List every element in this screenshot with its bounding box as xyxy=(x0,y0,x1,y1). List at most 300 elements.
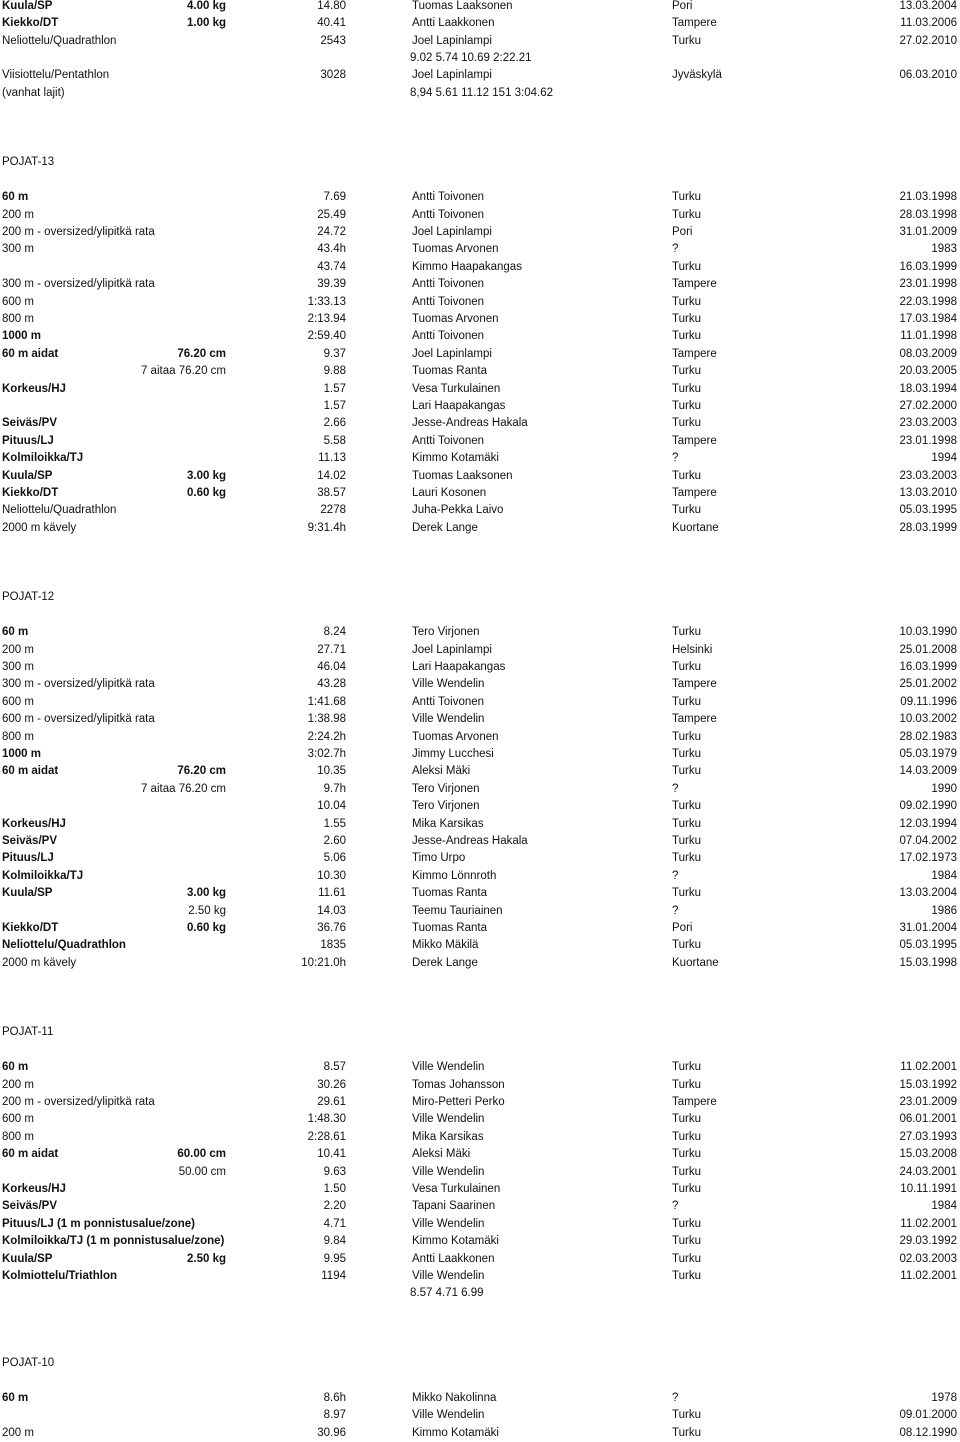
athlete-name: Antti Toivonen xyxy=(412,695,485,708)
record-date: 12.03.1994 xyxy=(899,817,957,830)
venue: Turku xyxy=(672,1426,701,1439)
record-row xyxy=(0,328,960,345)
record-row xyxy=(0,1407,960,1424)
record-date: 11.01.1998 xyxy=(900,330,957,343)
result-value: 29.61 xyxy=(317,1095,346,1108)
result-value: 10.41 xyxy=(317,1148,346,1161)
venue: Tampere xyxy=(672,278,717,291)
event-name: 60 m xyxy=(2,1061,29,1074)
record-date: 23.01.2009 xyxy=(899,1095,957,1108)
record-date: 31.01.2004 xyxy=(899,921,957,934)
split-results: 8,94 5.61 11.12 151 3:04.62 xyxy=(410,86,554,99)
event-name: Neliottelu/Quadrathlon xyxy=(2,504,117,517)
venue: Turku xyxy=(672,417,701,430)
event-name: 600 m xyxy=(2,295,34,308)
athlete-name: Antti Toivonen xyxy=(412,208,485,221)
record-date: 31.01.2009 xyxy=(899,225,957,238)
event-name: Pituus/LJ xyxy=(2,852,54,865)
result-value: 1194 xyxy=(321,1269,346,1282)
record-date: 1978 xyxy=(931,1391,957,1404)
athlete-name: Tuomas Laaksonen xyxy=(412,0,513,12)
athlete-name: Lari Haapakangas xyxy=(412,399,506,412)
result-value: 10:21.0h xyxy=(301,956,346,969)
venue: Turku xyxy=(672,1148,701,1161)
result-value: 8.57 xyxy=(323,1061,346,1074)
record-row xyxy=(0,1077,960,1094)
result-value: 7.69 xyxy=(323,191,346,204)
record-row xyxy=(0,294,960,311)
record-date: 1984 xyxy=(931,1200,957,1213)
event-spec: 2.50 kg xyxy=(187,1252,226,1265)
record-row xyxy=(0,433,960,450)
athlete-name: Vesa Turkulainen xyxy=(412,1182,501,1195)
athlete-name: Joel Lapinlampi xyxy=(412,225,492,238)
event-name: 200 m - oversized/ylipitkä rata xyxy=(2,1095,155,1108)
athlete-name: Tuomas Ranta xyxy=(412,887,487,900)
record-row xyxy=(0,520,960,537)
record-row xyxy=(0,798,960,815)
section-title-text: POJAT-10 xyxy=(2,1356,55,1369)
record-date: 27.02.2010 xyxy=(899,34,957,47)
athlete-name: Jesse-Andreas Hakala xyxy=(412,417,528,430)
record-row xyxy=(0,241,960,258)
event-spec: 60.00 cm xyxy=(177,1148,226,1161)
athlete-name: Ville Wendelin xyxy=(412,1409,485,1422)
athlete-name: Antti Toivonen xyxy=(412,191,485,204)
venue: Turku xyxy=(672,1061,701,1074)
record-date: 07.04.2002 xyxy=(899,834,957,847)
record-date: 06.01.2001 xyxy=(899,1113,957,1126)
event-name: 600 m xyxy=(2,695,34,708)
athlete-name: Mikko Nakolinna xyxy=(412,1391,497,1404)
athlete-name: Kimmo Lönnroth xyxy=(412,869,497,882)
section-title xyxy=(0,1024,960,1041)
result-value: 10.30 xyxy=(317,869,346,882)
record-date: 23.03.2003 xyxy=(899,417,957,430)
venue: Turku xyxy=(672,330,701,343)
result-value: 5.06 xyxy=(323,852,346,865)
event-name: 1000 m xyxy=(2,747,42,760)
athlete-name: Ville Wendelin xyxy=(412,1269,485,1282)
venue: Turku xyxy=(672,1409,701,1422)
venue: Kuortane xyxy=(672,956,719,969)
athlete-name: Jimmy Lucchesi xyxy=(412,747,494,760)
athlete-name: Mika Karsikas xyxy=(412,817,484,830)
event-name: 800 m xyxy=(2,312,34,325)
event-spec: 0.60 kg xyxy=(187,921,226,934)
venue: Pori xyxy=(672,921,693,934)
record-date: 17.02.1973 xyxy=(899,852,957,865)
record-date: 22.03.1998 xyxy=(899,295,957,308)
result-value: 9.84 xyxy=(323,1235,346,1248)
section-title-text: POJAT-12 xyxy=(2,591,55,604)
split-results: 8.57 4.71 6.99 xyxy=(410,1287,484,1300)
record-row xyxy=(0,381,960,398)
athlete-name: Ville Wendelin xyxy=(412,713,485,726)
record-row xyxy=(0,67,960,84)
athlete-name: Tuomas Arvonen xyxy=(412,243,499,256)
athlete-name: Antti Laakkonen xyxy=(412,17,495,30)
event-name: Seiväs/PV xyxy=(2,834,57,847)
record-date: 08.03.2009 xyxy=(899,347,957,360)
record-row xyxy=(0,1233,960,1250)
record-date: 1994 xyxy=(931,452,957,465)
result-value: 38.57 xyxy=(317,486,346,499)
record-row xyxy=(0,346,960,363)
record-date: 14.03.2009 xyxy=(899,765,957,778)
event-name: 800 m xyxy=(2,730,34,743)
record-date: 27.02.2000 xyxy=(899,399,957,412)
event-name: Kolmiloikka/TJ xyxy=(2,452,84,465)
record-date: 1983 xyxy=(931,243,957,256)
athlete-name: Kimmo Haapakangas xyxy=(412,260,522,273)
event-name: 60 m aidat xyxy=(2,765,59,778)
result-value: 9.7h xyxy=(323,782,346,795)
event-name: 200 m xyxy=(2,1426,34,1439)
record-row xyxy=(0,711,960,728)
result-value: 1.50 xyxy=(323,1182,346,1195)
event-spec: 7 aitaa 76.20 cm xyxy=(140,365,226,378)
athlete-name: Mika Karsikas xyxy=(412,1130,484,1143)
record-row xyxy=(0,468,960,485)
record-date: 05.03.1995 xyxy=(899,939,957,952)
record-row xyxy=(0,763,960,780)
result-value: 3028 xyxy=(320,69,346,82)
venue: Turku xyxy=(672,939,701,952)
event-name: 300 m - oversized/ylipitkä rata xyxy=(2,278,155,291)
record-date: 29.03.1992 xyxy=(899,1235,957,1248)
venue: Turku xyxy=(672,1252,701,1265)
record-row xyxy=(0,676,960,693)
athlete-name: Antti Toivonen xyxy=(412,278,485,291)
venue: ? xyxy=(672,1200,679,1213)
athlete-name: Tuomas Arvonen xyxy=(412,312,499,325)
venue: Turku xyxy=(672,469,701,482)
athlete-name: Derek Lange xyxy=(412,956,478,969)
athlete-name: Derek Lange xyxy=(412,521,478,534)
record-row xyxy=(0,311,960,328)
event-name: Kuula/SP xyxy=(2,887,53,900)
venue: Pori xyxy=(672,0,693,12)
athlete-name: Lauri Kosonen xyxy=(412,486,487,499)
event-name: Kiekko/DT xyxy=(2,486,59,499)
venue: Turku xyxy=(672,817,701,830)
record-date: 11.02.2001 xyxy=(900,1217,957,1230)
result-value: 2543 xyxy=(320,34,346,47)
athlete-name: Juha-Pekka Laivo xyxy=(412,504,504,517)
result-value: 30.96 xyxy=(317,1426,346,1439)
record-date: 1986 xyxy=(931,904,957,917)
record-date: 25.01.2008 xyxy=(899,643,957,656)
venue: ? xyxy=(672,869,679,882)
event-name: Kiekko/DT xyxy=(2,17,59,30)
venue: Tampere xyxy=(672,678,717,691)
result-value: 25.49 xyxy=(317,208,346,221)
event-name: 60 m xyxy=(2,191,29,204)
result-value: 24.72 xyxy=(317,225,346,238)
venue: ? xyxy=(672,904,679,917)
athlete-name: Antti Toivonen xyxy=(412,330,485,343)
event-name: Kolmiottelu/Triathlon xyxy=(2,1269,117,1282)
venue: Tampere xyxy=(672,713,717,726)
event-name: Korkeus/HJ xyxy=(2,817,66,830)
record-row xyxy=(0,502,960,519)
result-value: 4.71 xyxy=(323,1217,346,1230)
athlete-name: Aleksi Mäki xyxy=(412,765,471,778)
record-row xyxy=(0,85,960,102)
record-date: 28.03.1998 xyxy=(899,208,957,221)
event-name: Kuula/SP xyxy=(2,0,53,12)
event-name: Kolmiloikka/TJ (1 m ponnistusalue/zone) xyxy=(2,1235,225,1248)
event-name: (vanhat lajit) xyxy=(2,86,65,99)
record-row xyxy=(0,624,960,641)
athlete-name: Ville Wendelin xyxy=(412,1217,485,1230)
event-spec: 1.00 kg xyxy=(187,17,226,30)
record-row xyxy=(0,642,960,659)
record-date: 10.03.1990 xyxy=(899,626,957,639)
record-row xyxy=(0,1285,960,1302)
result-value: 9.37 xyxy=(323,347,346,360)
section-title xyxy=(0,589,960,606)
athlete-name: Tero Virjonen xyxy=(412,782,480,795)
record-date: 17.03.1984 xyxy=(899,312,957,325)
split-results: 9.02 5.74 10.69 2:22.21 xyxy=(410,51,532,64)
record-date: 28.03.1999 xyxy=(899,521,957,534)
event-name: Kuula/SP xyxy=(2,469,53,482)
record-row xyxy=(0,746,960,763)
venue: Tampere xyxy=(672,17,717,30)
event-name: 600 m xyxy=(2,1113,34,1126)
event-name: 300 m xyxy=(2,660,34,673)
record-row xyxy=(0,33,960,50)
event-name: Seiväs/PV xyxy=(2,417,57,430)
venue: Turku xyxy=(672,660,701,673)
record-date: 05.03.1979 xyxy=(899,747,957,760)
event-name: Korkeus/HJ xyxy=(2,1182,66,1195)
venue: Turku xyxy=(672,1269,701,1282)
venue: Tampere xyxy=(672,486,717,499)
event-name: 2000 m kävely xyxy=(2,956,77,969)
venue: Turku xyxy=(672,1217,701,1230)
venue: Tampere xyxy=(672,1095,717,1108)
event-name: Viisiottelu/Pentathlon xyxy=(2,69,110,82)
result-value: 30.26 xyxy=(317,1078,346,1091)
result-value: 2:24.2h xyxy=(307,730,346,743)
venue: ? xyxy=(672,243,679,256)
record-row xyxy=(0,259,960,276)
event-name: 1000 m xyxy=(2,330,42,343)
record-row xyxy=(0,885,960,902)
athlete-name: Kimmo Kotamäki xyxy=(412,452,499,465)
venue: Turku xyxy=(672,34,701,47)
result-value: 1:33.13 xyxy=(307,295,346,308)
record-row xyxy=(0,955,960,972)
athlete-name: Mikko Mäkilä xyxy=(412,939,479,952)
event-name: 300 m - oversized/ylipitkä rata xyxy=(2,678,155,691)
record-date: 09.01.2000 xyxy=(899,1409,957,1422)
record-row xyxy=(0,1146,960,1163)
venue: Turku xyxy=(672,730,701,743)
result-value: 10.35 xyxy=(317,765,346,778)
athlete-name: Lari Haapakangas xyxy=(412,660,506,673)
record-row xyxy=(0,1059,960,1076)
result-value: 14.02 xyxy=(317,469,346,482)
result-value: 1:48.30 xyxy=(307,1113,346,1126)
record-row xyxy=(0,0,960,15)
record-date: 15.03.1992 xyxy=(899,1078,957,1091)
result-value: 2.60 xyxy=(323,834,346,847)
result-value: 2.20 xyxy=(323,1200,346,1213)
event-name: Neliottelu/Quadrathlon xyxy=(2,939,126,952)
record-row xyxy=(0,694,960,711)
record-row xyxy=(0,1390,960,1407)
record-date: 13.03.2010 xyxy=(899,486,957,499)
athlete-name: Ville Wendelin xyxy=(412,1165,485,1178)
event-name: Korkeus/HJ xyxy=(2,382,66,395)
athlete-name: Tomas Johansson xyxy=(412,1078,505,1091)
result-value: 1835 xyxy=(320,939,346,952)
venue: Turku xyxy=(672,1113,701,1126)
event-name: Pituus/LJ (1 m ponnistusalue/zone) xyxy=(2,1217,195,1230)
record-row xyxy=(0,937,960,954)
athlete-name: Tapani Saarinen xyxy=(412,1200,496,1213)
event-spec: 76.20 cm xyxy=(177,347,226,360)
venue: Turku xyxy=(672,834,701,847)
record-date: 13.03.2004 xyxy=(899,0,957,12)
athlete-name: Joel Lapinlampi xyxy=(412,643,492,656)
record-date: 10.11.1991 xyxy=(900,1182,957,1195)
event-name: 60 m xyxy=(2,626,29,639)
record-row xyxy=(0,1181,960,1198)
athlete-name: Antti Laakkonen xyxy=(412,1252,495,1265)
event-name: Kuula/SP xyxy=(2,1252,53,1265)
record-row xyxy=(0,729,960,746)
result-value: 43.28 xyxy=(317,678,346,691)
record-row xyxy=(0,833,960,850)
record-row xyxy=(0,1111,960,1128)
venue: Turku xyxy=(672,626,701,639)
event-spec: 7 aitaa 76.20 cm xyxy=(140,782,226,795)
venue: Tampere xyxy=(672,347,717,360)
record-date: 09.11.1996 xyxy=(900,695,957,708)
record-date: 1990 xyxy=(931,782,957,795)
athlete-name: Ville Wendelin xyxy=(412,1061,485,1074)
record-row xyxy=(0,398,960,415)
athlete-name: Antti Toivonen xyxy=(412,434,485,447)
record-date: 05.03.1995 xyxy=(899,504,957,517)
venue: Turku xyxy=(672,295,701,308)
venue: Turku xyxy=(672,1130,701,1143)
record-date: 28.02.1983 xyxy=(899,730,957,743)
section-title-text: POJAT-13 xyxy=(2,156,55,169)
result-value: 3:02.7h xyxy=(307,747,346,760)
record-row xyxy=(0,903,960,920)
result-value: 40.41 xyxy=(317,17,346,30)
athlete-name: Jesse-Andreas Hakala xyxy=(412,834,528,847)
venue: ? xyxy=(672,1391,679,1404)
event-name: Pituus/LJ xyxy=(2,434,54,447)
athlete-name: Joel Lapinlampi xyxy=(412,69,492,82)
event-spec: 2.50 kg xyxy=(188,904,226,917)
record-date: 09.02.1990 xyxy=(899,800,957,813)
record-date: 15.03.2008 xyxy=(899,1148,957,1161)
event-spec: 76.20 cm xyxy=(177,765,226,778)
athlete-name: Aleksi Mäki xyxy=(412,1148,471,1161)
athlete-name: Kimmo Kotamäki xyxy=(412,1235,499,1248)
athlete-name: Vesa Turkulainen xyxy=(412,382,501,395)
event-name: 60 m aidat xyxy=(2,1148,59,1161)
venue: ? xyxy=(672,452,679,465)
athlete-name: Tuomas Ranta xyxy=(412,921,487,934)
athlete-name: Tuomas Arvonen xyxy=(412,730,499,743)
record-date: 1984 xyxy=(931,869,957,882)
record-row xyxy=(0,415,960,432)
record-date: 15.03.1998 xyxy=(899,956,957,969)
result-value: 8.6h xyxy=(323,1391,346,1404)
venue: Turku xyxy=(672,208,701,221)
record-date: 21.03.1998 xyxy=(899,191,957,204)
result-value: 9.95 xyxy=(323,1252,346,1265)
event-name: 200 m - oversized/ylipitkä rata xyxy=(2,225,155,238)
event-spec: 0.60 kg xyxy=(187,486,226,499)
result-value: 1.57 xyxy=(323,399,346,412)
record-date: 16.03.1999 xyxy=(899,660,957,673)
event-name: 200 m xyxy=(2,208,34,221)
result-value: 2.66 xyxy=(323,417,346,430)
venue: Helsinki xyxy=(672,643,713,656)
athlete-name: Ville Wendelin xyxy=(412,678,485,691)
result-value: 43.4h xyxy=(317,243,346,256)
record-date: 11.03.2006 xyxy=(900,17,957,30)
record-date: 02.03.2003 xyxy=(899,1252,957,1265)
record-date: 13.03.2004 xyxy=(899,887,957,900)
athlete-name: Miro-Petteri Perko xyxy=(412,1095,505,1108)
venue: Turku xyxy=(672,382,701,395)
venue: Turku xyxy=(672,399,701,412)
athlete-name: Tero Virjonen xyxy=(412,800,480,813)
venue: Turku xyxy=(672,191,701,204)
venue: Turku xyxy=(672,1078,701,1091)
record-date: 08.12.1990 xyxy=(899,1426,957,1439)
result-value: 39.39 xyxy=(317,278,346,291)
record-date: 10.03.2002 xyxy=(899,713,957,726)
result-value: 8.24 xyxy=(323,626,346,639)
venue: Turku xyxy=(672,365,701,378)
athlete-name: Antti Toivonen xyxy=(412,295,485,308)
record-date: 06.03.2010 xyxy=(899,69,957,82)
record-row xyxy=(0,50,960,67)
record-row xyxy=(0,207,960,224)
venue: Turku xyxy=(672,1182,701,1195)
venue: Tampere xyxy=(672,434,717,447)
result-value: 1:41.68 xyxy=(307,695,346,708)
event-name: 800 m xyxy=(2,1130,34,1143)
result-value: 2:28.61 xyxy=(307,1130,346,1143)
venue: Turku xyxy=(672,312,701,325)
result-value: 1:38.98 xyxy=(307,713,346,726)
athlete-name: Kimmo Kotamäki xyxy=(412,1426,499,1439)
venue: Turku xyxy=(672,1165,701,1178)
result-value: 14.03 xyxy=(317,904,346,917)
record-row xyxy=(0,868,960,885)
result-value: 10.04 xyxy=(317,800,346,813)
result-value: 36.76 xyxy=(317,921,346,934)
record-date: 25.01.2002 xyxy=(899,678,957,691)
record-row xyxy=(0,1425,960,1442)
event-spec: 50.00 cm xyxy=(178,1165,226,1178)
result-value: 9.88 xyxy=(323,365,346,378)
event-name: Kolmiloikka/TJ xyxy=(2,869,84,882)
